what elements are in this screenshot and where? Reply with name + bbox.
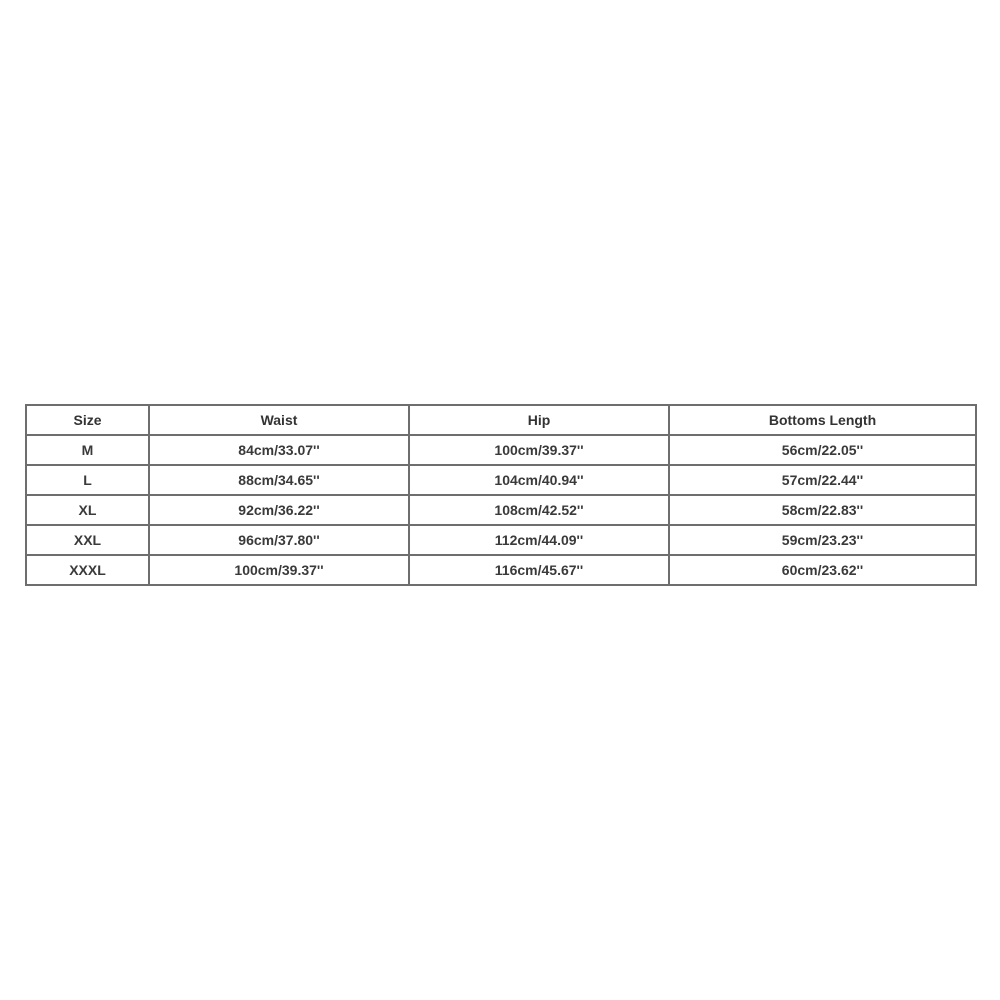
bottoms-length-cell: 56cm/22.05''	[669, 435, 976, 465]
bottoms-length-cell: 57cm/22.44''	[669, 465, 976, 495]
header-size: Size	[26, 405, 149, 435]
size-chart-table	[25, 404, 977, 586]
bottoms-length-cell: 60cm/23.62''	[669, 555, 976, 585]
size-chart-header	[26, 405, 976, 435]
hip-cell: 100cm/39.37''	[409, 435, 669, 465]
size-cell: XL	[26, 495, 149, 525]
hip-cell: 116cm/45.67''	[409, 555, 669, 585]
hip-cell: 108cm/42.52''	[409, 495, 669, 525]
table-row	[26, 435, 976, 465]
table-row	[26, 495, 976, 525]
size-chart-body	[26, 435, 976, 585]
header-hip: Hip	[409, 405, 669, 435]
size-cell: M	[26, 435, 149, 465]
header-row	[26, 405, 976, 435]
bottoms-length-cell: 58cm/22.83''	[669, 495, 976, 525]
hip-cell: 112cm/44.09''	[409, 525, 669, 555]
table-row	[26, 525, 976, 555]
size-cell: L	[26, 465, 149, 495]
header-waist: Waist	[149, 405, 409, 435]
bottoms-length-cell: 59cm/23.23''	[669, 525, 976, 555]
waist-cell: 92cm/36.22''	[149, 495, 409, 525]
waist-cell: 100cm/39.37''	[149, 555, 409, 585]
size-cell: XXXL	[26, 555, 149, 585]
waist-cell: 84cm/33.07''	[149, 435, 409, 465]
hip-cell: 104cm/40.94''	[409, 465, 669, 495]
size-cell: XXL	[26, 525, 149, 555]
waist-cell: 88cm/34.65''	[149, 465, 409, 495]
table-row	[26, 465, 976, 495]
table-row	[26, 555, 976, 585]
waist-cell: 96cm/37.80''	[149, 525, 409, 555]
header-bottoms-length: Bottoms Length	[669, 405, 976, 435]
